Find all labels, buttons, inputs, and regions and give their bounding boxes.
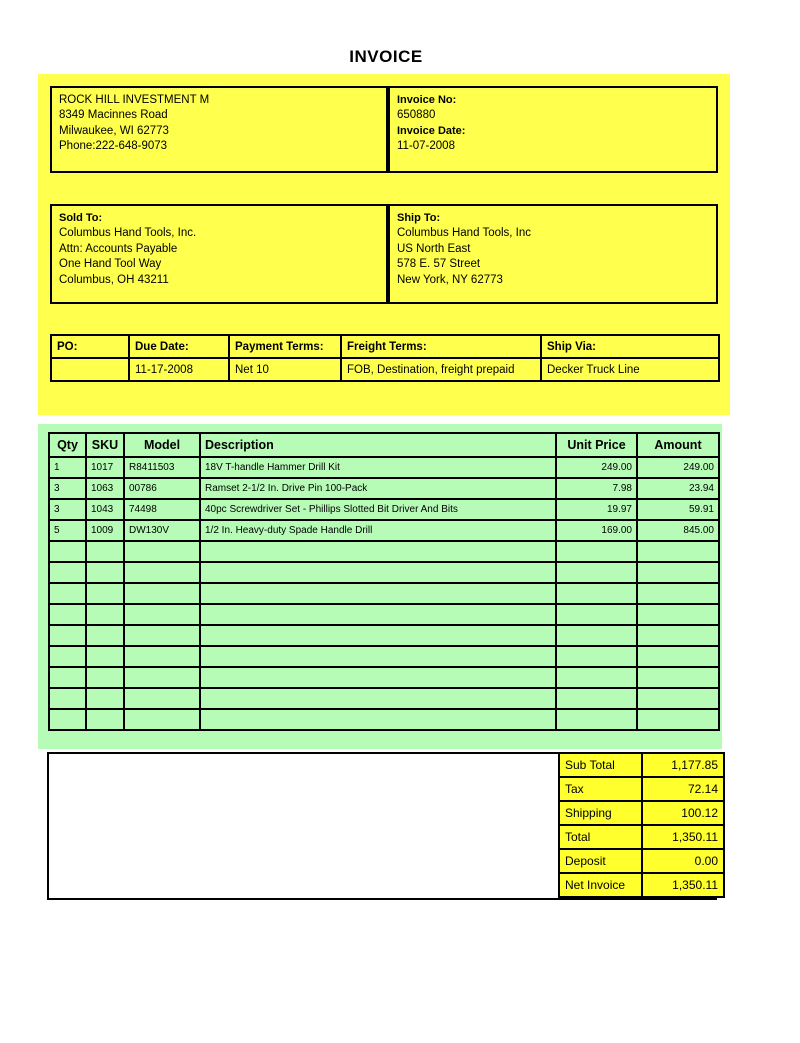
cell-unit-price: 7.98: [556, 478, 637, 499]
cell-empty: [200, 541, 556, 562]
terms-header-row: [51, 335, 719, 358]
totals-row-net-invoice: [559, 873, 724, 897]
invoice-meta-box: [388, 86, 718, 173]
table-row: [49, 520, 719, 541]
cell-empty: [86, 583, 124, 604]
cell-empty: [86, 541, 124, 562]
cell-unit-price: 169.00: [556, 520, 637, 541]
cell-empty: [124, 667, 200, 688]
totals-label-tax: Tax: [559, 777, 642, 801]
cell-model: R8411503: [124, 457, 200, 478]
seller-city-state-zip: Milwaukee, WI 62773: [59, 124, 169, 137]
totals-label-deposit: Deposit: [559, 849, 642, 873]
cell-empty: [124, 562, 200, 583]
terms-value-ship-via: Decker Truck Line: [541, 358, 719, 381]
cell-empty: [49, 583, 86, 604]
totals-value-sub-total: 1,177.85: [642, 753, 724, 777]
sold-to-line: Columbus, OH 43211: [59, 273, 169, 286]
cell-empty: [86, 667, 124, 688]
cell-empty: [556, 709, 637, 730]
cell-amount: 249.00: [637, 457, 719, 478]
table-row-empty: [49, 667, 719, 688]
cell-qty: 1: [49, 457, 86, 478]
cell-empty: [49, 646, 86, 667]
cell-amount: 59.91: [637, 499, 719, 520]
table-row-empty: [49, 688, 719, 709]
terms-header-due-date: Due Date:: [129, 335, 229, 358]
cell-amount: 23.94: [637, 478, 719, 499]
totals-label-shipping: Shipping: [559, 801, 642, 825]
cell-empty: [49, 562, 86, 583]
cell-description: 1/2 In. Heavy-duty Spade Handle Drill: [200, 520, 556, 541]
cell-qty: 5: [49, 520, 86, 541]
totals-value-deposit: 0.00: [642, 849, 724, 873]
terms-value-payment-terms: Net 10: [229, 358, 341, 381]
seller-street: 8349 Macinnes Road: [59, 109, 168, 122]
terms-table: [50, 334, 720, 382]
column-header-description: Description: [200, 433, 556, 457]
cell-empty: [49, 541, 86, 562]
cell-empty: [637, 604, 719, 625]
cell-description: 18V T-handle Hammer Drill Kit: [200, 457, 556, 478]
terms-value-due-date: 11-17-2008: [129, 358, 229, 381]
terms-header-payment-terms: Payment Terms:: [229, 335, 341, 358]
ship-to-line: US North East: [397, 242, 471, 255]
cell-empty: [200, 562, 556, 583]
cell-empty: [556, 667, 637, 688]
cell-empty: [200, 583, 556, 604]
seller-phone: Phone:222-648-9073: [59, 140, 168, 153]
cell-empty: [200, 604, 556, 625]
cell-empty: [49, 667, 86, 688]
cell-empty: [556, 541, 637, 562]
totals-label-net-invoice: Net Invoice: [559, 873, 642, 897]
cell-empty: [86, 646, 124, 667]
cell-empty: [637, 688, 719, 709]
cell-empty: [200, 709, 556, 730]
cell-empty: [86, 688, 124, 709]
cell-model: 74498: [124, 499, 200, 520]
column-header-model: Model: [124, 433, 200, 457]
cell-empty: [124, 604, 200, 625]
cell-empty: [49, 604, 86, 625]
terms-header-ship-via: Ship Via:: [541, 335, 719, 358]
cell-empty: [637, 625, 719, 646]
cell-empty: [637, 583, 719, 604]
totals-value-shipping: 100.12: [642, 801, 724, 825]
totals-panel: [47, 752, 717, 900]
seller-address-box: [50, 86, 388, 173]
cell-empty: [86, 625, 124, 646]
terms-header-po: PO:: [51, 335, 129, 358]
table-row-empty: [49, 541, 719, 562]
line-items-panel: [38, 424, 722, 749]
table-row: [49, 499, 719, 520]
cell-empty: [124, 688, 200, 709]
cell-empty: [124, 541, 200, 562]
totals-value-tax: 72.14: [642, 777, 724, 801]
totals-row-tax: [559, 777, 724, 801]
cell-empty: [86, 709, 124, 730]
cell-description: 40pc Screwdriver Set - Phillips Slotted Bit Driver And Bits: [200, 499, 556, 520]
table-row: [49, 478, 719, 499]
cell-empty: [200, 667, 556, 688]
totals-label-total: Total: [559, 825, 642, 849]
column-header-unit-price: Unit Price: [556, 433, 637, 457]
line-items-header-row: [49, 433, 719, 457]
page-title: INVOICE: [349, 47, 423, 66]
totals-row-shipping: [559, 801, 724, 825]
cell-sku: 1063: [86, 478, 124, 499]
cell-empty: [556, 625, 637, 646]
table-row-empty: [49, 604, 719, 625]
totals-row-sub-total: [559, 753, 724, 777]
ship-to-line: Columbus Hand Tools, Inc: [397, 227, 532, 240]
terms-value-po: [51, 358, 129, 381]
cell-qty: 3: [49, 499, 86, 520]
cell-description: Ramset 2-1/2 In. Drive Pin 100-Pack: [200, 478, 556, 499]
table-row-empty: [49, 709, 719, 730]
cell-empty: [124, 709, 200, 730]
cell-empty: [200, 646, 556, 667]
column-header-qty: Qty: [49, 433, 86, 457]
cell-empty: [49, 688, 86, 709]
cell-empty: [124, 583, 200, 604]
cell-empty: [86, 562, 124, 583]
cell-empty: [637, 541, 719, 562]
cell-empty: [556, 688, 637, 709]
terms-table-wrap: [50, 334, 718, 382]
column-header-sku: SKU: [86, 433, 124, 457]
table-row-empty: [49, 583, 719, 604]
terms-header-freight-terms: Freight Terms:: [341, 335, 541, 358]
sold-to-line: Attn: Accounts Payable: [59, 242, 178, 255]
cell-sku: 1009: [86, 520, 124, 541]
totals-row-deposit: [559, 849, 724, 873]
cell-empty: [637, 562, 719, 583]
cell-empty: [124, 625, 200, 646]
ship-to-line: 578 E. 57 Street: [397, 258, 481, 271]
totals-value-total: 1,350.11: [642, 825, 724, 849]
cell-model: DW130V: [124, 520, 200, 541]
cell-unit-price: 19.97: [556, 499, 637, 520]
sold-to-box: [50, 204, 388, 304]
cell-sku: 1017: [86, 457, 124, 478]
line-items-body: [49, 457, 719, 541]
totals-row-total: [559, 825, 724, 849]
cell-sku: 1043: [86, 499, 124, 520]
cell-empty: [637, 667, 719, 688]
invoice-header-panel: [38, 74, 730, 415]
cell-unit-price: 249.00: [556, 457, 637, 478]
terms-value-row: [51, 358, 719, 381]
cell-empty: [556, 583, 637, 604]
invoice-date-value: 11-07-2008: [397, 140, 455, 153]
seller-name: ROCK HILL INVESTMENT M: [59, 94, 210, 106]
terms-value-freight-terms: FOB, Destination, freight prepaid: [341, 358, 541, 381]
sold-to-line: One Hand Tool Way: [59, 258, 162, 271]
cell-model: 00786: [124, 478, 200, 499]
ship-to-label: Ship To:: [397, 212, 441, 224]
cell-empty: [637, 709, 719, 730]
cell-empty: [49, 709, 86, 730]
cell-empty: [637, 646, 719, 667]
cell-amount: 845.00: [637, 520, 719, 541]
totals-value-net-invoice: 1,350.11: [642, 873, 724, 897]
totals-table: [558, 752, 725, 898]
sold-to-label: Sold To:: [59, 212, 103, 224]
cell-empty: [124, 646, 200, 667]
sold-to-line: Columbus Hand Tools, Inc.: [59, 227, 197, 240]
cell-empty: [556, 562, 637, 583]
table-row-empty: [49, 646, 719, 667]
column-header-amount: Amount: [637, 433, 719, 457]
ship-to-box: [388, 204, 718, 304]
table-row-empty: [49, 562, 719, 583]
cell-empty: [200, 625, 556, 646]
table-row-empty: [49, 625, 719, 646]
totals-label-sub-total: Sub Total: [559, 753, 642, 777]
cell-empty: [556, 646, 637, 667]
line-items-empty-rows: [49, 541, 719, 730]
ship-to-line: New York, NY 62773: [397, 273, 503, 286]
table-row: [49, 457, 719, 478]
invoice-date-label: Invoice Date:: [397, 124, 466, 137]
cell-qty: 3: [49, 478, 86, 499]
cell-empty: [556, 604, 637, 625]
cell-empty: [49, 625, 86, 646]
cell-empty: [200, 688, 556, 709]
invoice-number-value: 650880: [397, 109, 436, 122]
invoice-number-label: Invoice No:: [397, 94, 457, 106]
line-items-table: [48, 432, 720, 731]
cell-empty: [86, 604, 124, 625]
